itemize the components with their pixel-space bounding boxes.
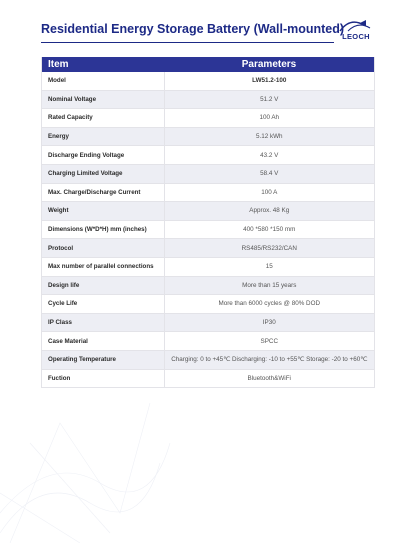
row-label: Rated Capacity — [42, 109, 165, 128]
row-value: Charging: 0 to +45℃ Discharging: -10 to +55℃ Storage: -20 to +60℃ — [164, 350, 375, 369]
row-label: Case Material — [42, 332, 165, 351]
row-label: Weight — [42, 202, 165, 221]
row-label: Operating Temperature — [42, 350, 165, 369]
column-header-item: Item — [42, 57, 165, 72]
row-label: Dimensions (W*D*H) mm (inches) — [42, 220, 165, 239]
row-label: Max. Charge/Discharge Current — [42, 183, 165, 202]
table-row — [42, 202, 375, 221]
table-row — [42, 350, 375, 369]
table-row — [42, 257, 375, 276]
table-row — [42, 183, 375, 202]
row-value: 100 A — [164, 183, 375, 202]
row-value: More than 6000 cycles @ 80% DOD — [164, 295, 375, 314]
row-label: Cycle Life — [42, 295, 165, 314]
background-decoration — [0, 383, 416, 543]
row-value: 51.2 V — [164, 90, 375, 109]
logo-wordmark: LEOCH — [342, 32, 370, 41]
row-label: Energy — [42, 127, 165, 146]
row-value: SPCC — [164, 332, 375, 351]
table-row — [42, 72, 375, 90]
row-label: Max number of parallel connections — [42, 257, 165, 276]
row-label: Protocol — [42, 239, 165, 258]
row-label: Discharge Ending Voltage — [42, 146, 165, 165]
header-divider — [41, 42, 334, 43]
logo-swoosh-icon — [336, 19, 376, 33]
row-value: LW51.2-100 — [164, 72, 375, 90]
row-value: Approx. 48 Kg — [164, 202, 375, 221]
row-value: RS485/RS232/CAN — [164, 239, 375, 258]
table-row — [42, 239, 375, 258]
row-value: Bluetooth&WiFi — [164, 369, 375, 388]
row-value: 5.12 kWh — [164, 127, 375, 146]
row-value: 100 Ah — [164, 109, 375, 128]
row-label: Fuction — [42, 369, 165, 388]
row-label: Design life — [42, 276, 165, 295]
table-row — [42, 164, 375, 183]
table-row — [42, 295, 375, 314]
specification-table — [41, 57, 375, 388]
table-row — [42, 332, 375, 351]
page-header — [41, 19, 376, 43]
row-value: IP30 — [164, 313, 375, 332]
table-row — [42, 276, 375, 295]
row-label: IP Class — [42, 313, 165, 332]
table-row — [42, 90, 375, 109]
row-value: 43.2 V — [164, 146, 375, 165]
table-header-row — [42, 57, 375, 72]
table-row — [42, 220, 375, 239]
row-value: 58.4 V — [164, 164, 375, 183]
row-value: More than 15 years — [164, 276, 375, 295]
table-row — [42, 109, 375, 128]
row-label: Charging Limited Voltage — [42, 164, 165, 183]
table-row — [42, 127, 375, 146]
document-title: Residential Energy Storage Battery (Wall-mounted) — [41, 22, 345, 36]
table-row — [42, 313, 375, 332]
row-value: 400 *580 *150 mm — [164, 220, 375, 239]
table-row — [42, 146, 375, 165]
column-header-parameters: Parameters — [164, 57, 375, 72]
leoch-logo — [336, 19, 376, 41]
row-label: Model — [42, 72, 165, 90]
row-value: 15 — [164, 257, 375, 276]
row-label: Nominal Voltage — [42, 90, 165, 109]
